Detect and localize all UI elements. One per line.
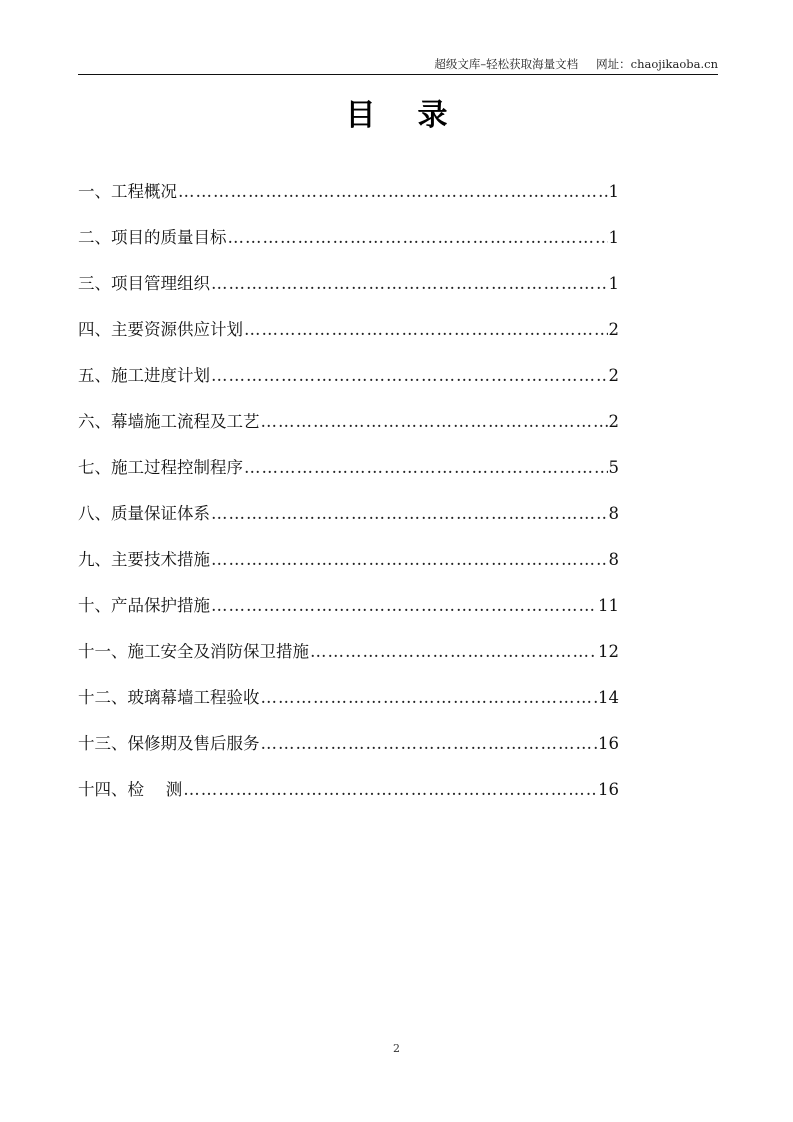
toc-entry-label: 十、产品保护措施	[78, 596, 210, 615]
table-of-contents	[78, 178, 619, 822]
toc-entry-label: 一、工程概况	[78, 182, 177, 201]
dot-leader	[178, 178, 608, 206]
page-title: 目录	[345, 98, 490, 133]
dot-leader	[310, 638, 597, 666]
toc-entry-page: 14	[598, 688, 619, 707]
dot-leader	[211, 546, 608, 574]
dot-leader	[244, 316, 608, 344]
toc-entry-page: 2	[608, 366, 619, 385]
dot-leader	[228, 224, 608, 252]
toc-entry[interactable]	[78, 362, 619, 408]
toc-entry-page: 2	[608, 320, 619, 339]
toc-entry-label: 三、项目管理组织	[78, 274, 210, 293]
toc-entry-page: 11	[598, 596, 619, 615]
toc-entry-page: 2	[608, 412, 619, 431]
toc-entry-label: 二、项目的质量目标	[78, 228, 227, 247]
toc-entry-label: 四、主要资源供应计划	[78, 320, 243, 339]
toc-entry[interactable]	[78, 546, 619, 592]
dot-leader	[183, 776, 597, 804]
dot-leader	[244, 454, 608, 482]
toc-entry-label: 六、幕墙施工流程及工艺	[78, 412, 260, 431]
dot-leader	[261, 408, 608, 436]
toc-entry-label: 五、施工进度计划	[78, 366, 210, 385]
toc-entry-label: 九、主要技术措施	[78, 550, 210, 569]
toc-entry-label: 十三、保修期及售后服务	[78, 734, 260, 753]
toc-entry-page: 1	[608, 274, 619, 293]
toc-entry[interactable]	[78, 316, 619, 362]
header-site-name: 超级文库–轻松获取海量文档	[434, 57, 579, 71]
toc-entry[interactable]	[78, 500, 619, 546]
toc-entry-page: 16	[598, 734, 619, 753]
toc-entry-page: 12	[598, 642, 619, 661]
toc-entry-page: 16	[598, 780, 619, 799]
toc-entry[interactable]	[78, 776, 619, 822]
dot-leader	[261, 730, 598, 758]
toc-entry-label: 七、施工过程控制程序	[78, 458, 243, 477]
toc-entry[interactable]	[78, 178, 619, 224]
dot-leader	[261, 684, 598, 712]
page-number: 2	[393, 1042, 400, 1055]
dot-leader	[211, 362, 608, 390]
dot-leader	[211, 592, 597, 620]
toc-entry-page: 1	[608, 182, 619, 201]
toc-entry-label: 八、质量保证体系	[78, 504, 210, 523]
toc-entry-label: 十四、检 测	[78, 780, 183, 799]
toc-entry[interactable]	[78, 592, 619, 638]
toc-entry-page: 8	[608, 504, 619, 523]
toc-entry-label: 十二、玻璃幕墙工程验收	[78, 688, 260, 707]
toc-entry-page: 1	[608, 228, 619, 247]
dot-leader	[211, 270, 608, 298]
toc-entry[interactable]	[78, 638, 619, 684]
header-url: 网址：chaojikaoba.cn	[596, 57, 718, 71]
toc-entry[interactable]	[78, 270, 619, 316]
toc-entry[interactable]	[78, 224, 619, 270]
toc-entry[interactable]	[78, 408, 619, 454]
dot-leader	[211, 500, 608, 528]
toc-entry[interactable]	[78, 454, 619, 500]
toc-entry-page: 8	[608, 550, 619, 569]
toc-entry[interactable]	[78, 684, 619, 730]
toc-entry[interactable]	[78, 730, 619, 776]
toc-entry-label: 十一、施工安全及消防保卫措施	[78, 642, 309, 661]
page-header	[78, 57, 718, 75]
toc-entry-page: 5	[608, 458, 619, 477]
